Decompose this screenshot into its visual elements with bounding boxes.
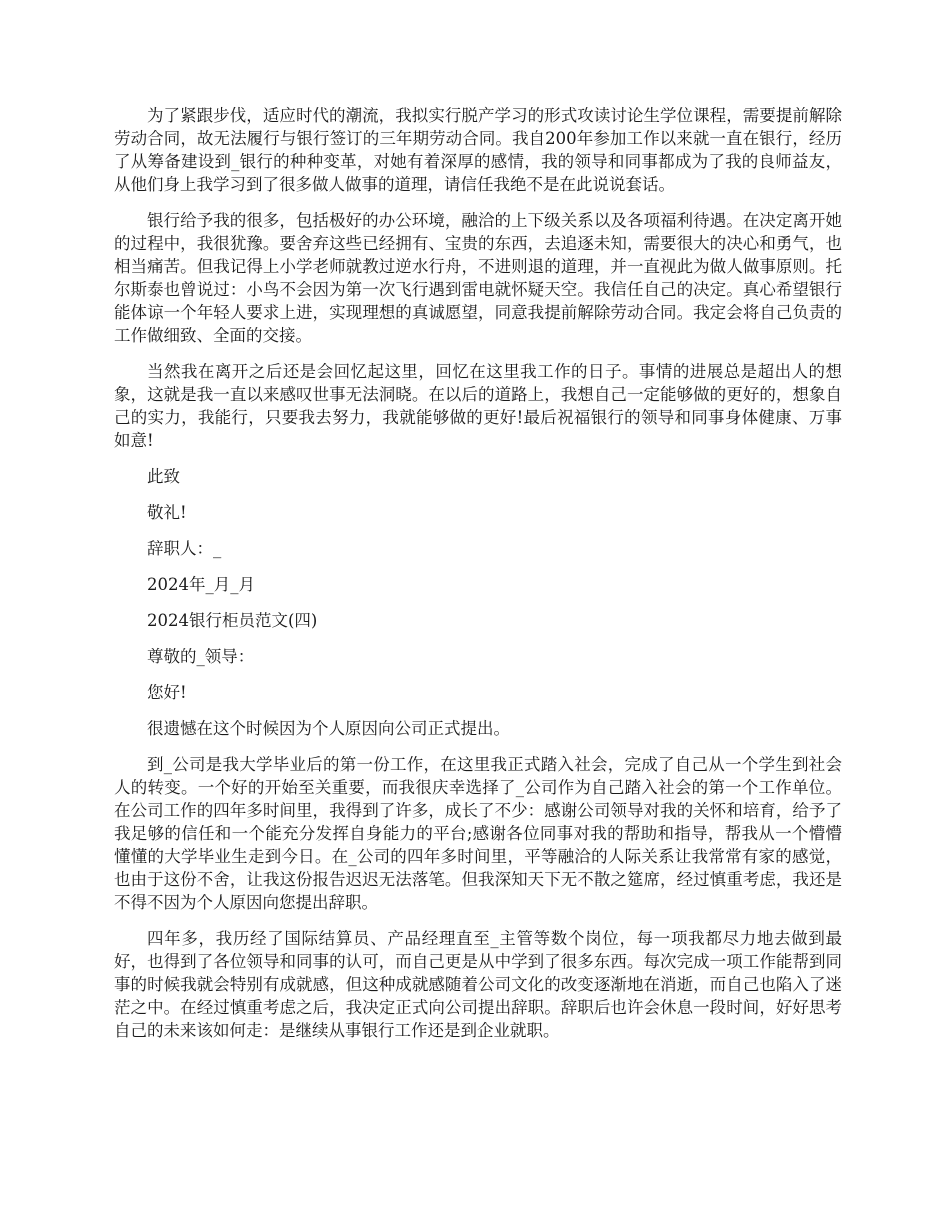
- paragraph: 为了紧跟步伐，适应时代的潮流，我拟实行脱产学习的形式攻读讨论生学位课程，需要提前解除劳动合同，故无法履行与银行签订的三年期劳动合同。我自200年参加工作以来就一直在银行，经历了从筹备建设到_银行的种种变革，对她有着深厚的感情，我的领导和同事都成为了我的良师益友，从他们身上我学习到了很多做人做事的道理，请信任我绝不是在此说说套话。: [114, 106, 842, 194]
- greeting-line: 您好!: [147, 683, 187, 702]
- paragraph: 银行给予我的很多，包括极好的办公环境，融洽的上下级关系以及各项福利待遇。在决定离开她的过程中，我很犹豫。要舍弃这些已经拥有、宝贵的东西，去追逐未知，需要很大的决心和勇气，也相当痛苦。但我记得上小学老师就教过逆水行舟，不进则退的道理，并一直视此为做人做事原则。托尔斯泰也曾说过：小鸟不会因为第一次飞行遇到雷电就怀疑天空。我信任自己的决定。真心希望银行能体谅一个年轻人要求上进，实现理想的真诚愿望，同意我提前解除劳动合同。我定会将自己负责的工作做细致、全面的交接。: [114, 211, 842, 345]
- closing-line: 此致: [147, 467, 180, 486]
- signer-line: 辞职人：_: [147, 539, 222, 558]
- paragraph: 当然我在离开之后还是会回忆起这里，回忆在这里我工作的日子。事情的进展总是超出人的想象，这就是我一直以来感叹世事无法洞晓。在以后的道路上，我想自己一定能够做的更好的，想象自己的实力，我能行，只要我去努力，我就能够做的更好!最后祝福银行的领导和同事身体健康、万事如意!: [114, 362, 842, 450]
- opening-line: 很遗憾在这个时候因为个人原因向公司正式提出。: [147, 719, 510, 738]
- document-page: [114, 104, 842, 1055]
- paragraph: 到_公司是我大学毕业后的第一份工作，在这里我正式踏入社会，完成了自己从一个学生到社会人的转变。一个好的开始至关重要，而我很庆幸选择了_公司作为自己踏入社会的第一个工作单位。在公司工作的四年多时间里，我得到了许多，成长了不少：感谢公司领导对我的关怀和培育，给予了我足够的信任和一个能充分发挥自身能力的平台;感谢各位同事对我的帮助和指导，帮我从一个懵懵懂懂的大学毕业生走到今日。在_公司的四年多时间里，平等融洽的人际关系让我常常有家的感觉，也由于这份不舍，让我这份报告迟迟无法落笔。但我深知天下无不散之筵席，经过慎重考虑，我还是不得不因为个人原因向您提出辞职。: [114, 755, 842, 912]
- date-line: 2024年_月_月: [147, 575, 255, 594]
- paragraph: 四年多，我历经了国际结算员、产品经理直至_主管等数个岗位，每一项我都尽力地去做到最好，也得到了各位领导和同事的认可，而自己更是从中学到了很多东西。每次完成一项工作能帮到同事的时候我就会特别有成就感，但这种成就感随着公司文化的改变逐渐地在消逝，而自己也陷入了迷茫之中。在经过慎重考虑之后，我决定正式向公司提出辞职。辞职后也许会休息一段时间，好好思考自己的未来该如何走：是继续从事银行工作还是到企业就职。: [114, 929, 842, 1040]
- salute-line: 敬礼!: [147, 503, 187, 522]
- addressee-line: 尊敬的_领导：: [147, 647, 255, 666]
- section-title: 2024银行柜员范文(四): [147, 611, 318, 630]
